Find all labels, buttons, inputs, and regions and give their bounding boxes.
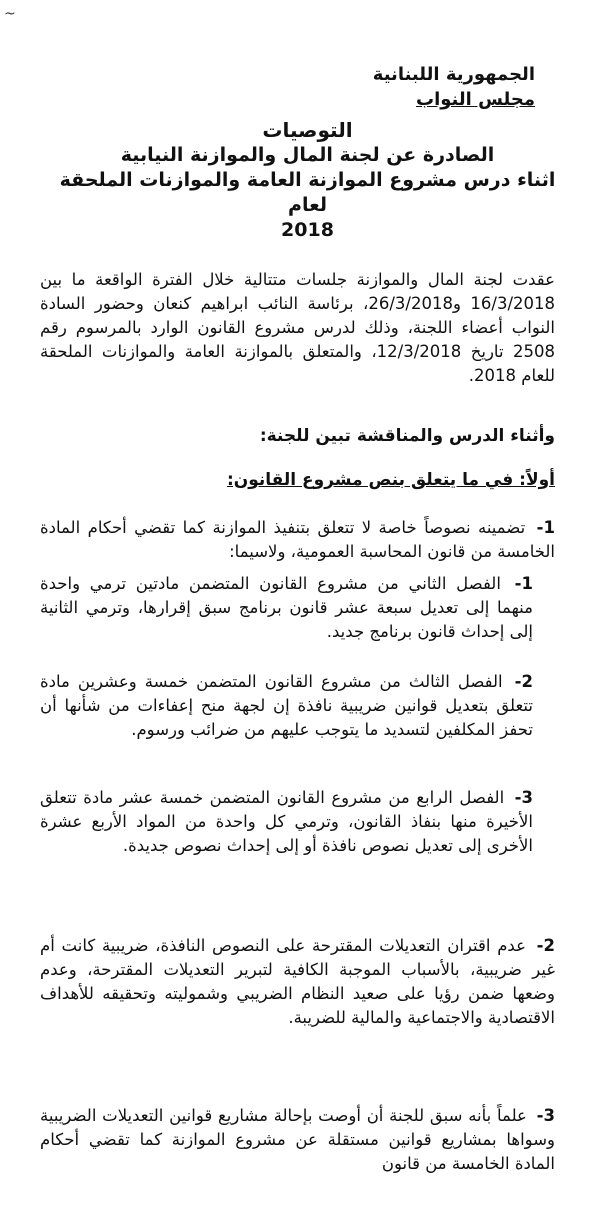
- point-2-text: عدم اقتران التعديلات المقترحة على النصوص النافذة، ضريبية كانت أم غير ضريبية، بالأسباب الموجبة الكافية لتبرير التعديلات المقترحة، وعدم وضعها ضمن رؤيا على صعيد النظام الضريبي وشموليته وتحقيقه للأهداف الاقتصادية والاجتماعية والمالية للضريبة.: [40, 936, 555, 1027]
- title-line-3: اثناء درس مشروع الموازنة العامة والموازنات الملحقة لعام: [59, 169, 556, 216]
- sub-item-3-text: الفصل الرابع من مشروع القانون المتضمن خمسة عشر مادة تتعلق الأخيرة منها بنفاذ القانون، وترمي كل واحدة من المواد الأربع عشرة الأخرى إلى تعديل نصوص نافذة أو إلى إحداث نصوص جديدة.: [40, 788, 533, 855]
- point-1: [40, 516, 555, 564]
- point-2: [40, 934, 555, 1030]
- point-1-number: 1-: [536, 518, 555, 537]
- sub-item-2-number: 2-: [514, 672, 534, 691]
- during-study-heading: وأثناء الدرس والمناقشة تبين للجنة:: [259, 426, 555, 446]
- point-3-number: 3-: [536, 1106, 555, 1125]
- sub-item-3: [40, 786, 533, 858]
- point-2-number: 2-: [536, 936, 555, 955]
- letterhead-parliament: مجلس النواب: [416, 89, 535, 110]
- corner-mark: ~: [4, 6, 16, 22]
- sub-item-1: [40, 572, 533, 644]
- intro-paragraph: عقدت لجنة المال والموازنة جلسات متتالية خلال الفترة الواقعة ما بين 16/3/2018 و26/3/2018، برئاسة النائب ابراهيم كنعان وحضور السادة النواب أعضاء اللجنة، وذلك لدرس مشروع القانون الوارد بالمرسوم رقم 2508 تاريخ 12/3/2018، والمتعلق بالموازنة العامة والموازنات الملحقة للعام 2018.: [40, 270, 556, 385]
- point-3-text: علماً بأنه سبق للجنة أن أوصت بإحالة مشاريع قوانين التعديلات الضريبية وسواها بمشاريع قوانين مستقلة عن مشروع الموازنة كما تقضي أحكام المادة الخامسة من قانون: [40, 1106, 555, 1173]
- title-line-4: 2018: [281, 219, 334, 241]
- title-line-1: التوصيات: [262, 118, 353, 142]
- sub-item-1-text: الفصل الثاني من مشروع القانون المتضمن مادتين ترمي واحدة منهما إلى تعديل سبعة عشر قانون برنامج سبق إقرارها، وترمي الثانية إلى إحداث قانون برنامج جديد.: [40, 574, 533, 641]
- title-line-2: الصادرة عن لجنة المال والموازنة النيابية: [120, 144, 495, 166]
- section-first-heading: أولاً: في ما يتعلق بنص مشروع القانون:: [226, 470, 555, 490]
- letterhead-republic: الجمهورية اللبنانية: [372, 64, 535, 85]
- sub-item-3-number: 3-: [514, 788, 533, 807]
- sub-item-2: [40, 670, 533, 742]
- sub-item-2-text: الفصل الثالث من مشروع القانون المتضمن خمسة وعشرين مادة تتعلق بتعديل قوانين ضريبية نافذة إن لجهة منح إعفاءات من شأنها أن تحفز المكلفين لتسديد ما يتوجب عليهم من ضرائب ورسوم.: [40, 672, 533, 739]
- point-3: [40, 1104, 555, 1176]
- point-1-text: تضمينه نصوصاً خاصة لا تتعلق بتنفيذ الموازنة كما تقضي أحكام المادة الخامسة من قانون المحاسبة العمومية، ولاسيما:: [40, 518, 555, 561]
- letterhead: [373, 62, 535, 112]
- sub-item-1-number: 1-: [514, 574, 533, 593]
- document-title: [40, 118, 575, 243]
